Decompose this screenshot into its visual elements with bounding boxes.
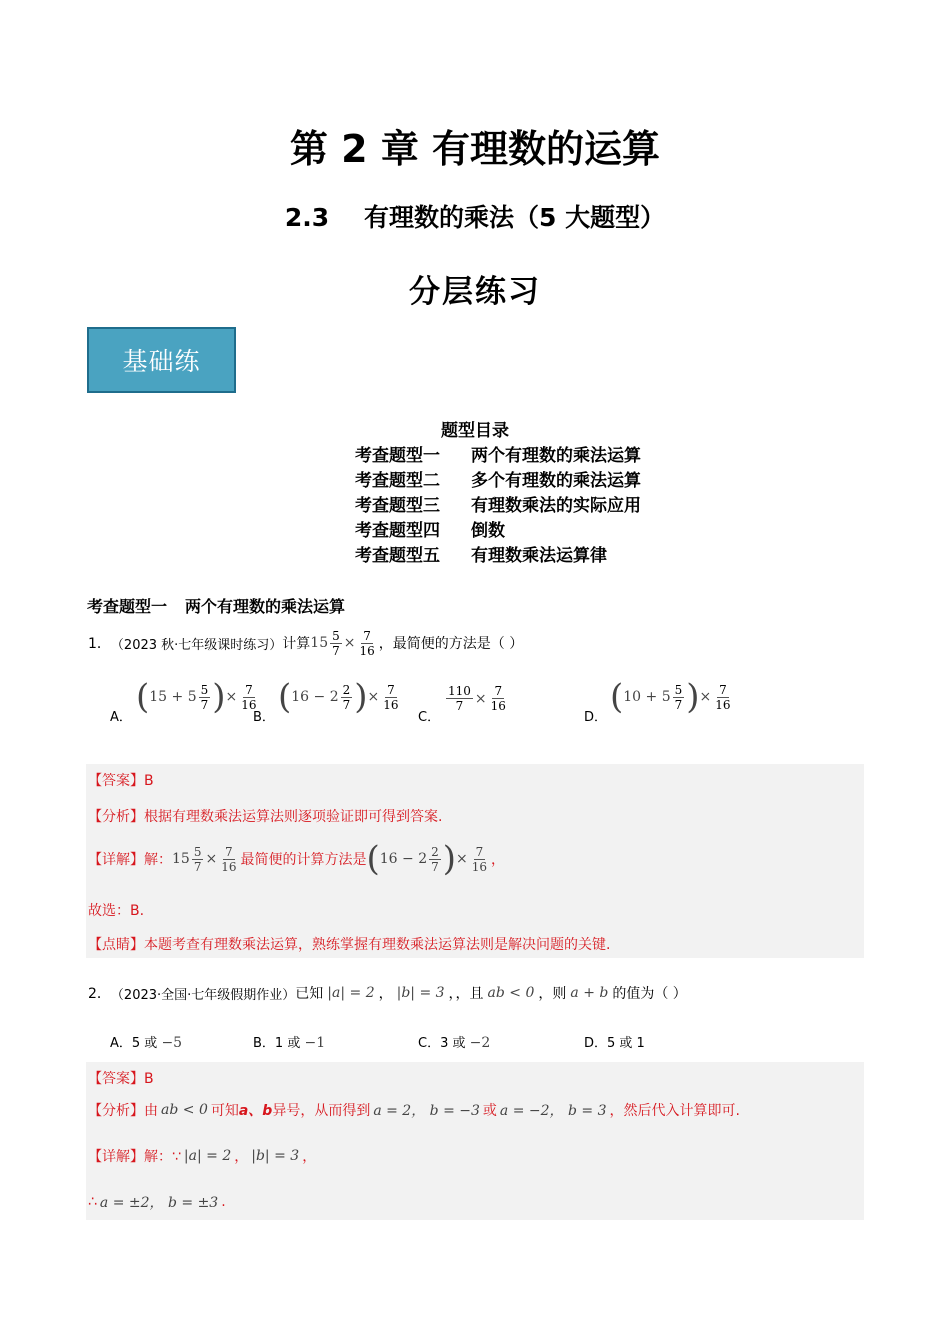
detail-line: 【详解】 解：∵ |a| = 2 ， |b| = 3 ，	[88, 1148, 317, 1165]
toc-key: 考查题型三	[355, 496, 440, 516]
question-number: 1．	[88, 636, 111, 652]
question-source: （2023 秋·七年级课时练习）	[110, 637, 283, 653]
section-title: 2.3 有理数的乘法（5 大题型）	[284, 203, 666, 232]
section-key: 考查题型一	[87, 597, 168, 616]
question-stem-end: ，最简便的方法是（ ）	[378, 636, 524, 652]
analysis-line: 【分析】根据有理数乘法运算法则逐项验证即可得到答案.	[88, 809, 443, 825]
toc-item	[355, 491, 641, 516]
toc-key: 考查题型四	[355, 521, 440, 541]
option-c-label: C．	[418, 710, 441, 725]
option-c[interactable]: C．3 或 −2	[418, 1035, 491, 1051]
toc-label: 倒数	[471, 521, 505, 541]
toc-item	[355, 516, 505, 541]
option-b[interactable]: ( 16 − 2 $\frac{2}{7}$ ) × $\frac{7}{16}$	[278, 677, 399, 717]
math-expr: |b| = 3	[396, 985, 445, 1001]
math-expr: a + b	[570, 985, 609, 1001]
analysis-line: 【分析】 由 ab < 0 可知 a、b 异号，从而得到 a = 2， b = −3 或 a = −2， b = 3 ，然后代入计算即可.	[88, 1102, 740, 1119]
math-whole: 15	[310, 635, 329, 651]
toc-key: 考查题型五	[355, 546, 440, 566]
fraction: $\frac{5}{7}$	[332, 628, 340, 658]
chapter-title: 第 2 章 有理数的运算	[289, 127, 661, 171]
answer-box-2	[86, 1062, 864, 1220]
toc-item	[355, 466, 641, 491]
answer-box-1	[86, 764, 864, 958]
subtitle: 分层练习	[409, 274, 541, 310]
option-d-label: D．	[584, 710, 608, 725]
toc-label: 多个有理数的乘法运算	[471, 471, 641, 491]
math-expr: |a| = 2	[327, 985, 375, 1001]
toc-heading: 题型目录	[441, 421, 509, 441]
section-label: 两个有理数的乘法运算	[185, 597, 346, 616]
toc-item	[355, 541, 607, 566]
toc-label: 有理数乘法运算律	[471, 546, 607, 566]
option-d[interactable]: D．5 或 1	[584, 1036, 645, 1051]
level-badge: 基础练	[87, 327, 236, 393]
question-1	[88, 625, 523, 661]
option-d[interactable]: ( 10 + 5 $\frac{5}{7}$ ) × $\frac{7}{16}$	[610, 677, 731, 717]
toc-key: 考查题型二	[355, 471, 440, 491]
result-line: ∴ a = ±2， b = ±3 .	[88, 1194, 226, 1211]
toc-label: 两个有理数的乘法运算	[471, 446, 641, 466]
option-a[interactable]: A．5 或 −5	[110, 1035, 183, 1051]
answer-line: 【答案】B	[88, 773, 154, 789]
question-stem: 已知	[295, 986, 324, 1002]
answer-line: 【答案】B	[88, 1071, 154, 1087]
detail-line: 【详解】 解： 15 $\frac{5}{7}$ × $\frac{7}{16}$ 最简便的计算方法是 ( 16 − 2 $\frac{2}{7}$ ) × $\frac{7}{16}$ ，	[88, 839, 506, 879]
math-expr: ab < 0	[487, 985, 535, 1001]
question-stem: 计算	[282, 636, 311, 652]
comment-line: 【点睛】本题考查有理数乘法运算，熟练掌握有理数乘法运算法则是解决问题的关键.	[88, 937, 611, 953]
section-heading	[87, 594, 345, 617]
option-c[interactable]: $\frac{110}{7}$ × $\frac{7}{16}$	[448, 684, 506, 713]
times-sign: ×	[343, 635, 356, 651]
question-2: 2． （2023·全国·七年级假期作业） 已知 |a| = 2 ， |b| = 3 ，，且 ab < 0 ，则 a + b 的值为（ ）	[88, 985, 687, 1003]
toc-label: 有理数乘法的实际应用	[471, 496, 641, 516]
toc-key: 考查题型一	[355, 446, 440, 466]
question-source: （2023·全国·七年级假期作业）	[110, 987, 296, 1003]
choose-line: 故选：B.	[88, 903, 145, 919]
option-b-label: B．	[253, 710, 275, 725]
fraction: $\frac{7}{16}$	[359, 628, 375, 658]
option-a-label: A．	[110, 710, 132, 725]
question-number: 2．	[88, 986, 111, 1002]
option-a[interactable]: ( 15 + 5 $\frac{5}{7}$ ) × $\frac{7}{16}$	[136, 677, 257, 717]
option-b[interactable]: B．1 或 −1	[253, 1035, 326, 1051]
toc-item	[355, 441, 641, 466]
